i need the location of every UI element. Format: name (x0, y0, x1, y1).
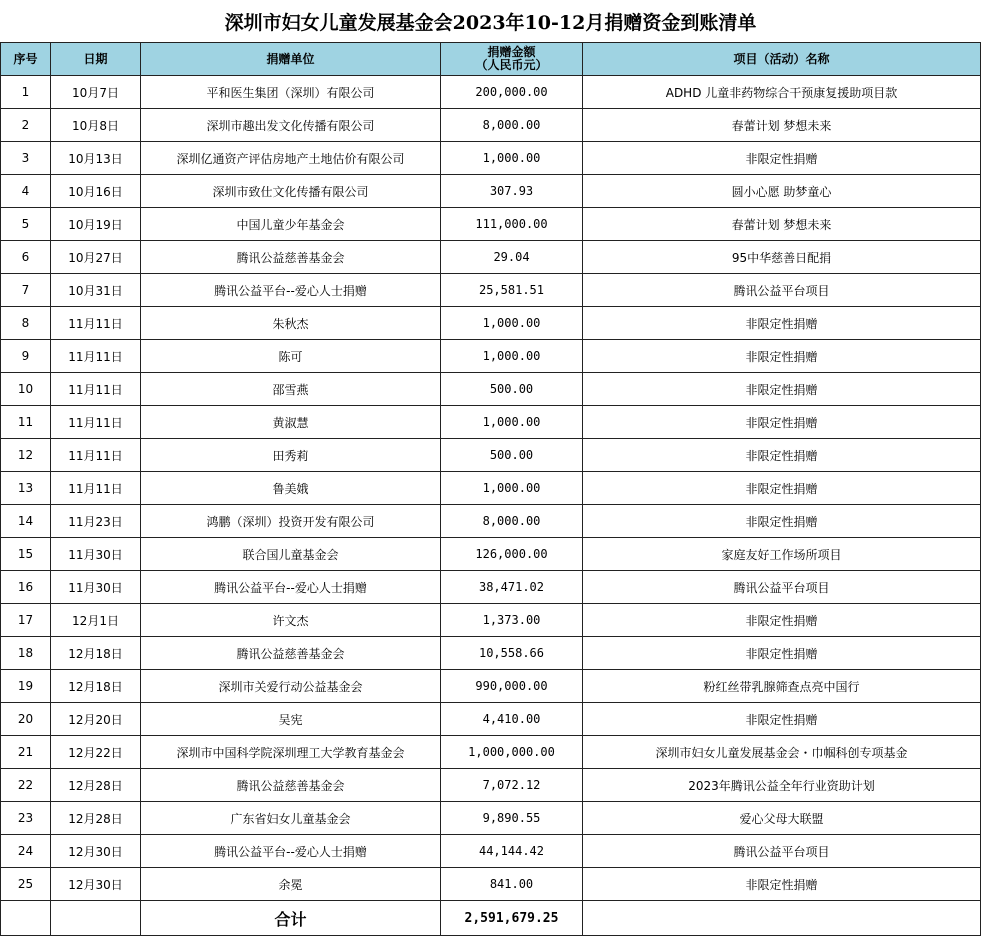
amount-cell: 38,471.02 (441, 571, 583, 604)
seq-cell: 15 (1, 538, 51, 571)
table-row (1, 175, 981, 208)
amount-cell: 841.00 (441, 868, 583, 901)
project-cell: 非限定性捐赠 (583, 604, 981, 637)
seq-cell: 5 (1, 208, 51, 241)
amount-cell: 1,000.00 (441, 406, 583, 439)
donor-cell: 中国儿童少年基金会 (141, 208, 441, 241)
donor-cell: 朱秋杰 (141, 307, 441, 340)
project-cell: 春蕾计划 梦想未来 (583, 208, 981, 241)
date-cell: 12月20日 (51, 703, 141, 736)
total-label: 合计 (141, 901, 441, 936)
table-row (1, 406, 981, 439)
project-cell: 非限定性捐赠 (583, 142, 981, 175)
donor-cell: 腾讯公益慈善基金会 (141, 637, 441, 670)
amount-cell: 29.04 (441, 241, 583, 274)
seq-cell: 3 (1, 142, 51, 175)
amount-cell: 1,373.00 (441, 604, 583, 637)
project-cell: 粉红丝带乳腺筛查点亮中国行 (583, 670, 981, 703)
project-cell: 非限定性捐赠 (583, 703, 981, 736)
seq-cell: 17 (1, 604, 51, 637)
amount-cell: 307.93 (441, 175, 583, 208)
table-row (1, 670, 981, 703)
project-cell: 非限定性捐赠 (583, 439, 981, 472)
seq-cell: 12 (1, 439, 51, 472)
amount-cell: 9,890.55 (441, 802, 583, 835)
table-row (1, 835, 981, 868)
donor-cell: 陈可 (141, 340, 441, 373)
amount-cell: 200,000.00 (441, 76, 583, 109)
seq-cell: 16 (1, 571, 51, 604)
seq-cell: 6 (1, 241, 51, 274)
donor-cell: 许文杰 (141, 604, 441, 637)
amount-cell: 1,000.00 (441, 472, 583, 505)
date-cell: 11月11日 (51, 340, 141, 373)
project-cell: 腾讯公益平台项目 (583, 274, 981, 307)
table-row (1, 802, 981, 835)
donor-cell: 腾讯公益平台--爱心人士捐赠 (141, 274, 441, 307)
project-cell: 春蕾计划 梦想未来 (583, 109, 981, 142)
date-cell: 10月7日 (51, 76, 141, 109)
table-row (1, 274, 981, 307)
total-project-cell (583, 901, 981, 936)
table-row (1, 637, 981, 670)
seq-cell: 22 (1, 769, 51, 802)
table-row (1, 736, 981, 769)
seq-cell: 9 (1, 340, 51, 373)
date-cell: 10月27日 (51, 241, 141, 274)
donor-cell: 深圳市中国科学院深圳理工大学教育基金会 (141, 736, 441, 769)
date-cell: 11月11日 (51, 307, 141, 340)
date-cell: 11月11日 (51, 472, 141, 505)
header-donor: 捐赠单位 (141, 43, 441, 76)
date-cell: 10月13日 (51, 142, 141, 175)
seq-cell: 18 (1, 637, 51, 670)
date-cell: 12月18日 (51, 670, 141, 703)
amount-cell: 1,000.00 (441, 340, 583, 373)
table-row (1, 538, 981, 571)
project-cell: 非限定性捐赠 (583, 373, 981, 406)
project-cell: 腾讯公益平台项目 (583, 835, 981, 868)
table-row (1, 241, 981, 274)
header-project: 项目（活动）名称 (583, 43, 981, 76)
seq-cell: 25 (1, 868, 51, 901)
project-cell: 非限定性捐赠 (583, 406, 981, 439)
amount-cell: 500.00 (441, 373, 583, 406)
header-seq: 序号 (1, 43, 51, 76)
amount-cell: 111,000.00 (441, 208, 583, 241)
table-row (1, 340, 981, 373)
date-cell: 10月31日 (51, 274, 141, 307)
donor-cell: 邵雪燕 (141, 373, 441, 406)
project-cell: 95中华慈善日配捐 (583, 241, 981, 274)
date-cell: 12月28日 (51, 802, 141, 835)
project-cell: 非限定性捐赠 (583, 307, 981, 340)
donor-cell: 腾讯公益慈善基金会 (141, 241, 441, 274)
date-cell: 11月11日 (51, 373, 141, 406)
table-body (1, 76, 981, 901)
donor-cell: 深圳市致仕文化传播有限公司 (141, 175, 441, 208)
table-header-row (1, 43, 981, 76)
donor-cell: 吴宪 (141, 703, 441, 736)
date-cell: 11月30日 (51, 538, 141, 571)
donor-cell: 黄淑慧 (141, 406, 441, 439)
seq-cell: 2 (1, 109, 51, 142)
donor-cell: 腾讯公益平台--爱心人士捐赠 (141, 835, 441, 868)
seq-cell: 21 (1, 736, 51, 769)
amount-cell: 500.00 (441, 439, 583, 472)
amount-cell: 1,000.00 (441, 142, 583, 175)
project-cell: 爱心父母大联盟 (583, 802, 981, 835)
project-cell: ADHD 儿童非药物综合干预康复援助项目款 (583, 76, 981, 109)
project-cell: 2023年腾讯公益全年行业资助计划 (583, 769, 981, 802)
project-cell: 非限定性捐赠 (583, 340, 981, 373)
date-cell: 11月11日 (51, 406, 141, 439)
seq-cell: 14 (1, 505, 51, 538)
project-cell: 圆小心愿 助梦童心 (583, 175, 981, 208)
donor-cell: 深圳市趣出发文化传播有限公司 (141, 109, 441, 142)
project-cell: 深圳市妇女儿童发展基金会・巾帼科创专项基金 (583, 736, 981, 769)
seq-cell: 10 (1, 373, 51, 406)
donor-cell: 平和医生集团（深圳）有限公司 (141, 76, 441, 109)
amount-cell: 7,072.12 (441, 769, 583, 802)
donor-cell: 深圳亿通资产评估房地产土地估价有限公司 (141, 142, 441, 175)
amount-cell: 8,000.00 (441, 109, 583, 142)
amount-cell: 990,000.00 (441, 670, 583, 703)
donation-table (0, 42, 981, 936)
header-amount (441, 43, 583, 76)
header-amount-line2: （人民币元） (475, 58, 548, 72)
table-row (1, 571, 981, 604)
donor-cell: 田秀莉 (141, 439, 441, 472)
project-cell: 非限定性捐赠 (583, 637, 981, 670)
seq-cell: 1 (1, 76, 51, 109)
donor-cell: 鲁美娥 (141, 472, 441, 505)
table-row (1, 868, 981, 901)
table-row (1, 439, 981, 472)
date-cell: 12月22日 (51, 736, 141, 769)
header-date: 日期 (51, 43, 141, 76)
total-amount: 2,591,679.25 (441, 901, 583, 936)
date-cell: 11月23日 (51, 505, 141, 538)
seq-cell: 8 (1, 307, 51, 340)
donor-cell: 深圳市关爱行动公益基金会 (141, 670, 441, 703)
table-row (1, 703, 981, 736)
date-cell: 12月1日 (51, 604, 141, 637)
date-cell: 11月30日 (51, 571, 141, 604)
donor-cell: 广东省妇女儿童基金会 (141, 802, 441, 835)
table-row (1, 142, 981, 175)
donor-cell: 腾讯公益慈善基金会 (141, 769, 441, 802)
date-cell: 12月30日 (51, 835, 141, 868)
date-cell: 12月28日 (51, 769, 141, 802)
table-row (1, 76, 981, 109)
date-cell: 12月18日 (51, 637, 141, 670)
project-cell: 腾讯公益平台项目 (583, 571, 981, 604)
seq-cell: 4 (1, 175, 51, 208)
amount-cell: 8,000.00 (441, 505, 583, 538)
table-row (1, 109, 981, 142)
table-row (1, 769, 981, 802)
project-cell: 非限定性捐赠 (583, 472, 981, 505)
total-row (1, 901, 981, 936)
amount-cell: 25,581.51 (441, 274, 583, 307)
seq-cell: 19 (1, 670, 51, 703)
seq-cell: 23 (1, 802, 51, 835)
header-amount-line1: 捐赠金额 (487, 45, 536, 59)
project-cell: 非限定性捐赠 (583, 505, 981, 538)
project-cell: 家庭友好工作场所项目 (583, 538, 981, 571)
total-seq-cell (1, 901, 51, 936)
amount-cell: 10,558.66 (441, 637, 583, 670)
seq-cell: 7 (1, 274, 51, 307)
total-date-cell (51, 901, 141, 936)
date-cell: 12月30日 (51, 868, 141, 901)
donor-cell: 联合国儿童基金会 (141, 538, 441, 571)
table-row (1, 604, 981, 637)
date-cell: 11月11日 (51, 439, 141, 472)
amount-cell: 126,000.00 (441, 538, 583, 571)
donor-cell: 余冕 (141, 868, 441, 901)
donor-cell: 腾讯公益平台--爱心人士捐赠 (141, 571, 441, 604)
project-cell: 非限定性捐赠 (583, 868, 981, 901)
table-row (1, 307, 981, 340)
table-row (1, 208, 981, 241)
seq-cell: 13 (1, 472, 51, 505)
date-cell: 10月16日 (51, 175, 141, 208)
seq-cell: 24 (1, 835, 51, 868)
seq-cell: 11 (1, 406, 51, 439)
amount-cell: 4,410.00 (441, 703, 583, 736)
table-row (1, 472, 981, 505)
table-row (1, 505, 981, 538)
page-title: 深圳市妇女儿童发展基金会2023年10-12月捐赠资金到账清单 (224, 11, 757, 34)
donor-cell: 鸿鹏（深圳）投资开发有限公司 (141, 505, 441, 538)
date-cell: 10月8日 (51, 109, 141, 142)
amount-cell: 1,000.00 (441, 307, 583, 340)
amount-cell: 1,000,000.00 (441, 736, 583, 769)
seq-cell: 20 (1, 703, 51, 736)
amount-cell: 44,144.42 (441, 835, 583, 868)
table-row (1, 373, 981, 406)
date-cell: 10月19日 (51, 208, 141, 241)
